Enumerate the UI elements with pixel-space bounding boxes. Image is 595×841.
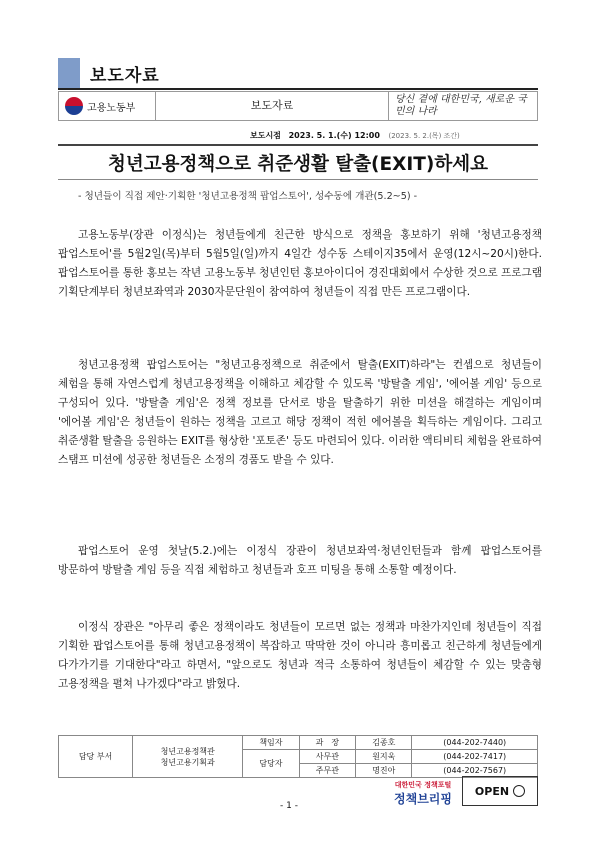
doc-type: 보도자료	[156, 91, 388, 121]
role-staff: 담당자	[243, 750, 299, 778]
page-subtitle: - 청년들이 직접 제안·기획한 '청년고용정책 팝업스토어', 성수동에 개관(5.2~5) -	[78, 191, 418, 202]
body-paragraph: 고용노동부(장관 이정식)는 청년들에게 친근한 방식으로 정책을 홍보하기 위해 '청년고용정책 팝업스토어'를 5월2일(목)부터 5월5일(일)까지 4일간 성수동 스테이지35에서 운영(12시~20시)한다. 팝업스토어를 통한 홍보는 작년 고용노동부 청년인턴 홍보아이디어 경진대회에서 수상한 것으로 프로그램 기획단계부터 청년보좌역과 2030자문단원이 참여하여 청년들이 직접 만든 프로그램이다.	[58, 229, 542, 298]
license-icon	[513, 785, 525, 797]
body-paragraph: 청년고용정책 팝업스토어는 "청년고용정책으로 취준에서 탈출(EXIT)하라"는 컨셉으로 청년들이 체험을 통해 자연스럽게 청년고용정책을 이해하고 체감할 수 있도록 '방탈출 게임', '에어볼 게임' 등으로 구성되어 있다. '방탈출 게임'은 정책 정보를 단서로 방을 탈출하기 위한 미션을 해결하는 게임이며 '에어볼 게임'은 청년들이 원하는 정책을 고르고 해당 정책이 적힌 에어볼을 획득하는 게임이다. 그리고 취준생활 탈출을 응원하는 EXIT를 형상한 '포토존' 등도 마련되어 있다. 이러한 액티비티 체험을 완료하여 스탬프 미션에 성공한 청년들은 소정의 경품도 받을 수 있다.	[58, 359, 542, 466]
policy-briefing-logo: 대한민국 정책포털 정책브리핑	[394, 781, 452, 806]
release-datetime: 2023. 5. 1.(수) 12:00	[288, 131, 380, 140]
release-embargo: (2023. 5. 2.(목) 조간)	[388, 132, 460, 140]
dept-names: 청년고용정책관 청년고용기획과	[133, 736, 243, 778]
header-accent-bar	[58, 58, 80, 88]
page-title: 청년고용정책으로 취준생활 탈출(EXIT)하세요	[58, 144, 538, 180]
page-number: - 1 -	[280, 801, 298, 811]
government-slogan: 당신 곁에 대한민국, 새로운 국민의 나라	[388, 91, 538, 121]
contact-table: 담당 부서 청년고용정책관 청년고용기획과 책임자 과 장 김종호 (044-202-7440) 담당자 사무관 원지욱 (044-202-7417) 주무관 명진아 (044-202-7567)	[58, 735, 538, 778]
taegeuk-icon	[65, 97, 83, 115]
dept-label: 담당 부서	[59, 736, 133, 778]
header-divider	[58, 88, 538, 90]
release-label: 보도시점	[250, 131, 281, 140]
role-head: 책임자	[243, 736, 299, 750]
press-release-header	[58, 58, 538, 88]
body-paragraph: 이정식 장관은 "아무리 좋은 정책이라도 청년들이 모르면 없는 정책과 마찬가지인데 청년들이 직접 기획한 팝업스토어를 통해 청년고용정책이 복잡하고 딱딱한 것이 아니라 흥미롭고 친근하게 청년들에게 다가가기를 기대한다"라고 하면서, "앞으로도 청년과 적극 소통하여 청년들이 체감할 수 있는 맞춤형 고용정책을 펼쳐 나가겠다"라고 밝혔다.	[58, 621, 542, 690]
agency-name: 고용노동부	[87, 102, 136, 114]
body-paragraph: 팝업스토어 운영 첫날(5.2.)에는 이정식 장관이 청년보좌역·청년인턴들과 함께 팝업스토어를 방문하여 방탈출 게임 등을 직접 체험하고 청년들과 호프 미팅을 통해 소통할 예정이다.	[58, 545, 542, 576]
release-time	[250, 130, 538, 141]
agency-row	[58, 91, 538, 121]
agency-logo	[58, 91, 156, 121]
open-license-mark: OPEN	[462, 776, 538, 806]
press-release-label: 보도자료	[90, 65, 160, 86]
